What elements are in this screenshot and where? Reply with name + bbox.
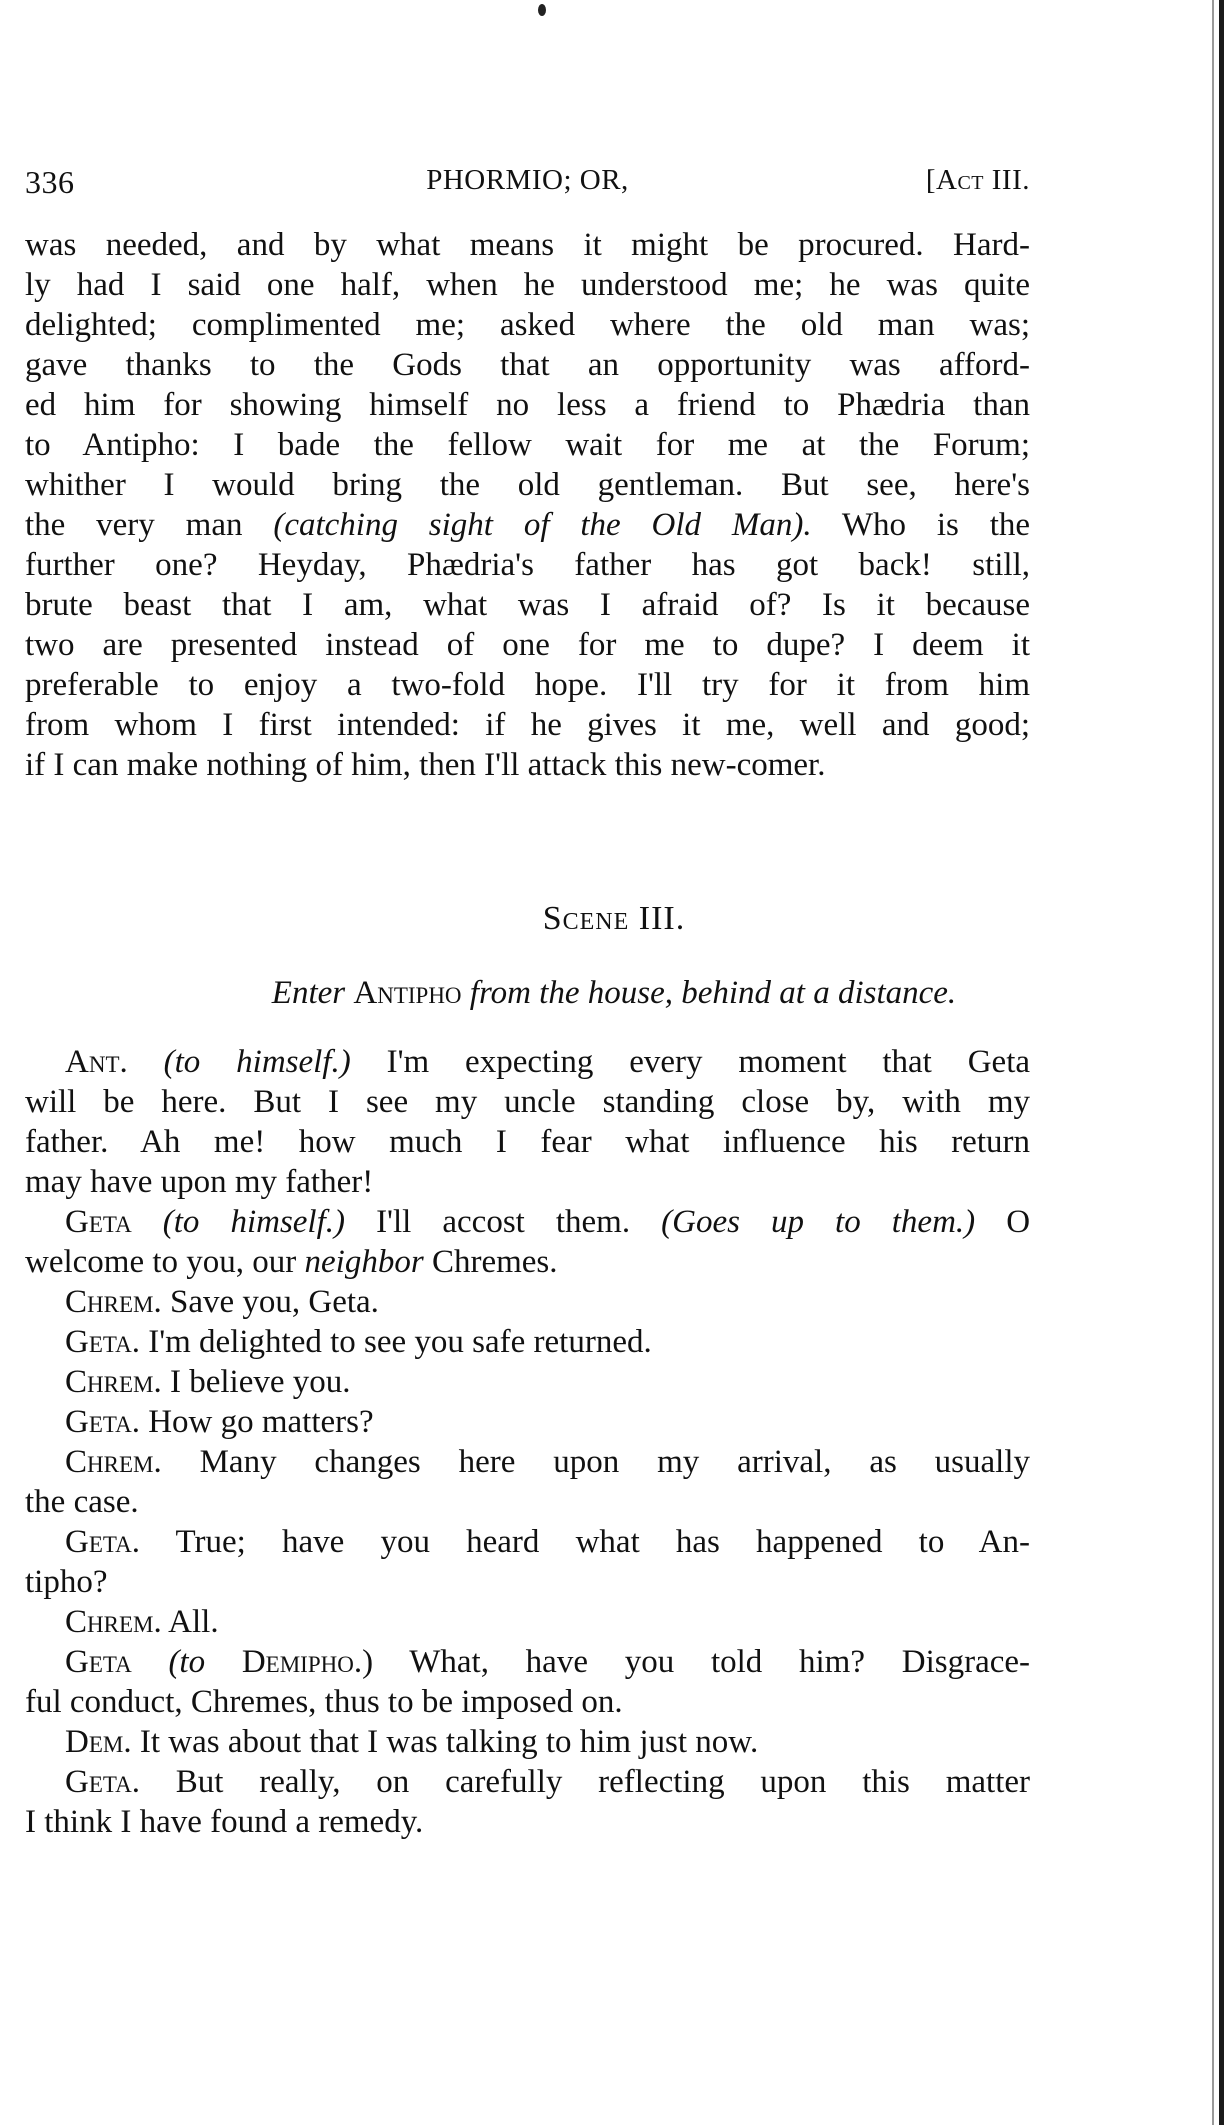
stage-character: Antipho bbox=[353, 975, 462, 1011]
speech-text: How go matters? bbox=[148, 1404, 374, 1440]
dialogue-line bbox=[65, 1602, 1030, 1642]
emphasis: neighbor bbox=[304, 1244, 424, 1280]
stage-direction: (catching sight of the Old Man). bbox=[273, 507, 812, 543]
speaker-name: Geta. bbox=[65, 1404, 140, 1440]
text-line: preferable to enjoy a two-fold hope. I'll try for it from him bbox=[25, 667, 1030, 703]
text-line: to Antipho: I bade the fellow wait for me at the Forum; bbox=[25, 427, 1030, 463]
speaker-name: Geta. bbox=[65, 1524, 140, 1560]
dialogue-line bbox=[65, 1442, 1030, 1482]
speaker-name: Geta bbox=[65, 1644, 132, 1680]
dialogue-line: ful conduct, Chremes, thus to be imposed on. bbox=[25, 1684, 623, 1720]
speech-text: It was about that I was talking to him just now. bbox=[139, 1724, 759, 1760]
running-title: PHORMIO; OR, bbox=[426, 164, 629, 196]
text-line: brute beast that I am, what was I afraid of? Is it because bbox=[25, 587, 1030, 623]
text-segment: Who is the bbox=[841, 507, 1031, 543]
addressee-name: Demipho.) bbox=[241, 1644, 374, 1680]
speech-text: I'm delighted to see you safe returned. bbox=[148, 1324, 652, 1360]
dialogue-line: tipho? bbox=[25, 1564, 108, 1600]
scene-stage-direction bbox=[0, 975, 1228, 1012]
speech-text: O bbox=[1006, 1204, 1031, 1240]
dialogue-line bbox=[65, 1362, 1030, 1402]
speech-text: All. bbox=[168, 1604, 219, 1640]
stage-direction: (to himself.) bbox=[163, 1044, 351, 1080]
speech-text: welcome to you, our bbox=[25, 1244, 297, 1280]
speech-text: I believe you. bbox=[169, 1364, 351, 1400]
dialogue-line: father. Ah me! how much I fear what influence his return bbox=[25, 1124, 1030, 1160]
speaker-name: Geta. bbox=[65, 1764, 140, 1800]
speaker-name: Chrem. bbox=[65, 1444, 162, 1480]
dialogue-line bbox=[65, 1522, 1030, 1562]
stage-direction: (Goes up to them.) bbox=[661, 1204, 976, 1240]
dialogue-line bbox=[65, 1722, 1030, 1762]
act-label: [Act III. bbox=[925, 164, 1030, 196]
running-header bbox=[25, 160, 1030, 204]
text-line bbox=[25, 505, 1030, 545]
stage-direction: (to himself.) bbox=[162, 1204, 346, 1240]
speech-text: But really, on carefully reflecting upon this matter bbox=[175, 1764, 1030, 1800]
text-line: ed him for showing himself no less a friend to Phædria than bbox=[25, 387, 1030, 423]
speaker-name: Ant. bbox=[65, 1044, 128, 1080]
stage-rest: from the house, behind at a distance. bbox=[469, 975, 957, 1011]
speech-text: Many changes here upon my arrival, as usually bbox=[199, 1444, 1030, 1480]
speaker-name: Geta. bbox=[65, 1324, 140, 1360]
dialogue-line: the case. bbox=[25, 1484, 139, 1520]
speaker-name: Chrem. bbox=[65, 1604, 162, 1640]
speaker-name: Geta bbox=[65, 1204, 132, 1240]
text-line: was needed, and by what means it might be procured. Hard- bbox=[25, 227, 1030, 263]
speaker-name: Chrem. bbox=[65, 1284, 162, 1320]
text-line: ly had I said one half, when he understood me; he was quite bbox=[25, 267, 1030, 303]
text-line: delighted; complimented me; asked where the old man was; bbox=[25, 307, 1030, 343]
page-number: 336 bbox=[25, 164, 75, 200]
speech-text: Save you, Geta. bbox=[169, 1284, 379, 1320]
speech-text: True; have you heard what has happened to An- bbox=[175, 1524, 1031, 1560]
speech-text: I'll accost them. bbox=[376, 1204, 631, 1240]
binding-shadow bbox=[1212, 0, 1214, 2125]
stage-direction: (to bbox=[168, 1644, 206, 1680]
dialogue-line bbox=[65, 1322, 1030, 1362]
dialogue-line bbox=[65, 1042, 1030, 1082]
dialogue-line bbox=[65, 1282, 1030, 1322]
speaker-name: Chrem. bbox=[65, 1364, 162, 1400]
ink-dot bbox=[538, 4, 546, 16]
dialogue-line: I think I have found a remedy. bbox=[25, 1804, 424, 1840]
text-line: two are presented instead of one for me to dupe? I deem it bbox=[25, 627, 1030, 663]
dialogue-line bbox=[65, 1402, 1030, 1442]
speech-text: What, have you told him? Disgrace- bbox=[409, 1644, 1030, 1680]
dialogue-line bbox=[65, 1202, 1030, 1242]
dialogue-line: may have upon my father! bbox=[25, 1164, 374, 1200]
stage-enter: Enter bbox=[271, 975, 346, 1011]
scene-heading: Scene III. bbox=[542, 900, 686, 937]
binding-edge bbox=[1219, 0, 1224, 2125]
dialogue-line bbox=[65, 1762, 1030, 1802]
dialogue-line bbox=[25, 1242, 1030, 1282]
text-line: from whom I first intended: if he gives it me, well and good; bbox=[25, 707, 1030, 743]
text-line: whither I would bring the old gentleman. But see, here's bbox=[25, 467, 1030, 503]
speech-text: I'm expecting every moment that Geta bbox=[386, 1044, 1031, 1080]
text-line: if I can make nothing of him, then I'll attack this new-comer. bbox=[25, 747, 826, 783]
text-segment: the very man bbox=[25, 507, 243, 543]
dialogue-line: will be here. But I see my uncle standing close by, with my bbox=[25, 1084, 1030, 1120]
text-line: gave thanks to the Gods that an opportunity was afford- bbox=[25, 347, 1030, 383]
speaker-name: Dem. bbox=[65, 1724, 132, 1760]
dialogue-line bbox=[65, 1642, 1030, 1682]
speech-text: Chremes. bbox=[431, 1244, 558, 1280]
text-line: further one? Heyday, Phædria's father has got back! still, bbox=[25, 547, 1030, 583]
